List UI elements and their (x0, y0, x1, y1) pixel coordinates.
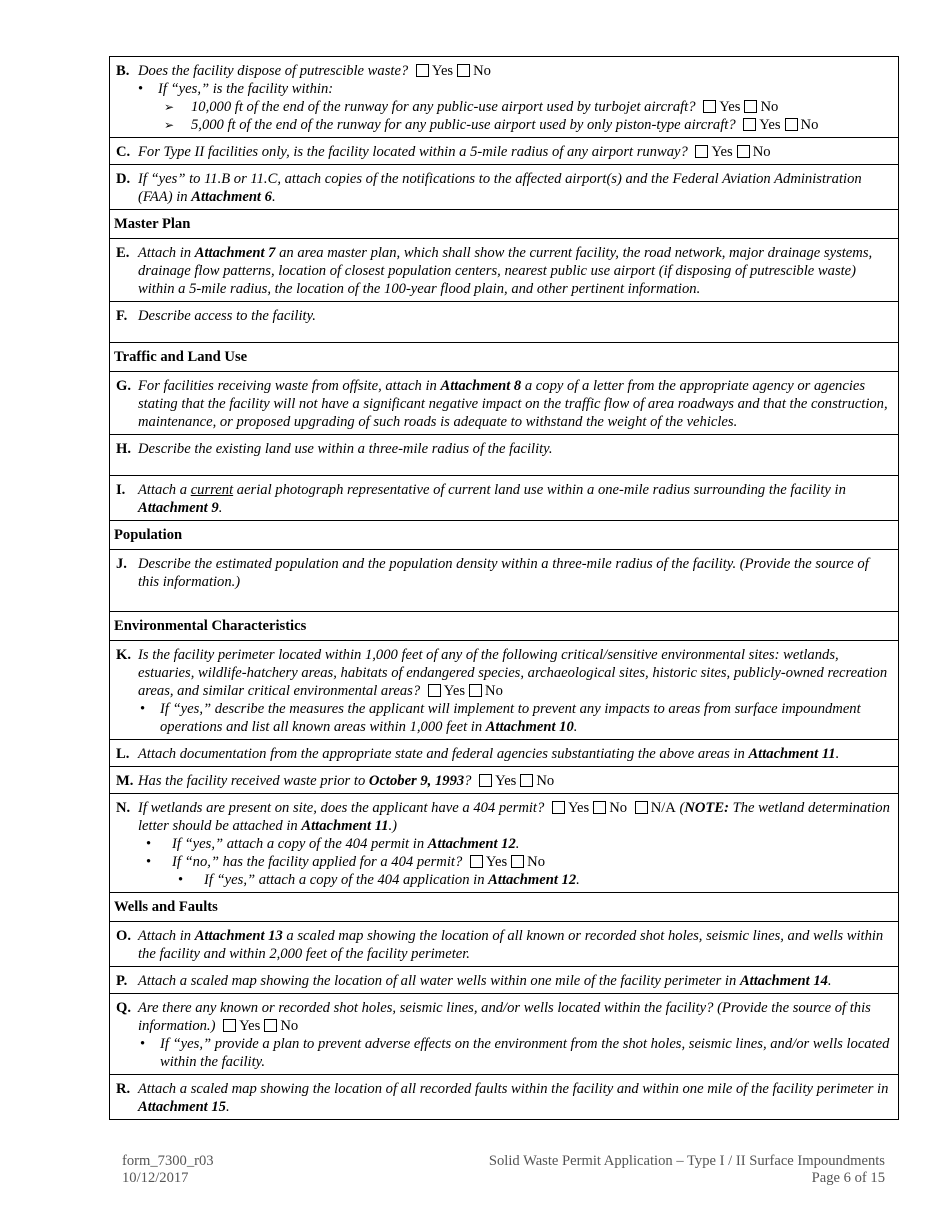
question-o (110, 922, 898, 967)
question-letter: K. (116, 647, 131, 663)
question-text: Attach in (138, 245, 192, 261)
question-letter: H. (116, 441, 131, 457)
form-id: form_7300_r03 (122, 1153, 214, 1169)
question-text: Has the facility received waste prior to (138, 773, 366, 789)
question-text: a scaled map showing the location of all known or recorded shot holes, seismic lines, and wells within the facility and within 2,000 feet of the facility perimeter. (138, 928, 884, 962)
yes-checkbox[interactable] (552, 801, 565, 814)
yes-label: Yes (443, 683, 466, 699)
yes-label: Yes (495, 773, 517, 789)
question-text: Describe the estimated population and the population density within a three-mile radius of the facility. (Provide the source of this information.) (138, 556, 869, 590)
no-label: No (527, 854, 545, 870)
question-letter: F. (116, 308, 128, 324)
no-label: No (485, 683, 503, 699)
question-text: If “yes” to 11.B or 11.C, attach copies of the notifications to the affected airport(s) and the Federal Aviation Administration (FAA) in (138, 171, 862, 205)
question-n: N. If wetlands are present on site, does the applicant have a 404 permit? Yes No N/A (NOTE: The wetland determination letter should be attached in Attachment 11.) • If “yes,” attach a copy of the 404 permit in Attachment 12. • If “no,” has the facility applied for a 404 permit? Yes No • If “yes,” attach a copy of the 404 application in Attachment 12. (110, 794, 898, 893)
yes-checkbox[interactable] (743, 118, 756, 131)
question-text: If wetlands are present on site, does the applicant have a 404 permit? (138, 800, 545, 816)
yes-checkbox[interactable] (470, 855, 483, 868)
yes-checkbox[interactable] (695, 145, 708, 158)
section-header-master-plan: Master Plan (110, 210, 898, 239)
section-header-environmental: Environmental Characteristics (110, 612, 898, 641)
no-checkbox[interactable] (737, 145, 750, 158)
list-item (172, 853, 892, 871)
note-label: NOTE: (684, 800, 729, 816)
question-text: Describe access to the facility. (138, 308, 316, 324)
yes-checkbox[interactable] (479, 774, 492, 787)
bullet-text: If “yes,” is the facility within: (158, 81, 334, 97)
footer-left (122, 1153, 214, 1187)
punctuation: . (576, 872, 580, 888)
yes-label: Yes (759, 117, 781, 133)
question-letter: R. (116, 1081, 131, 1097)
yes-label: Yes (711, 144, 733, 160)
question-letter: L. (116, 746, 130, 762)
list-item (191, 116, 892, 134)
question-h (110, 435, 898, 476)
na-checkbox[interactable] (635, 801, 648, 814)
no-checkbox[interactable] (785, 118, 798, 131)
question-letter: I. (116, 482, 126, 498)
question-text: For facilities receiving waste from offsite, attach in (138, 378, 437, 394)
punctuation: . (515, 836, 520, 852)
question-letter: B. (116, 63, 130, 79)
bullet-text: If “yes,” attach a copy of the 404 permit in (172, 836, 425, 852)
yes-checkbox[interactable] (416, 64, 429, 77)
sub-question-text: 10,000 ft of the end of the runway for any public-use airport used by turbojet aircraft? (191, 99, 696, 115)
question-d (110, 165, 898, 210)
bullet-text: If “no,” has the facility applied for a 404 permit? (172, 854, 463, 870)
question-letter: D. (116, 171, 131, 187)
question-j (110, 550, 898, 612)
list-item (160, 700, 892, 736)
form-date: 10/12/2017 (122, 1170, 189, 1186)
yes-label: Yes (485, 854, 508, 870)
yes-label: Yes (567, 800, 590, 816)
punctuation: . (225, 1099, 230, 1115)
punctuation: . (218, 500, 223, 516)
question-text: aerial photograph representative of current land use within a one-mile radius surrounding the facility in (236, 482, 846, 498)
question-r (110, 1075, 898, 1119)
list-item (158, 80, 892, 134)
no-label: No (752, 144, 771, 160)
question-text: a copy of a letter from the appropriate agency or agencies stating that the facility will not have a significant negative impact on the traffic flow of area roadways and that the construction, maintenance, or proposed upgrading of such roads is adequate to withstand the weight of the vehicles. (138, 378, 888, 430)
no-label: No (473, 63, 491, 79)
attachment-ref: Attachment 9 (138, 500, 219, 516)
attachment-ref: Attachment 15 (138, 1099, 226, 1115)
question-letter: M. (116, 773, 134, 789)
question-i (110, 476, 898, 521)
question-letter: N. (116, 800, 131, 816)
question-text: Are there any known or recorded shot holes, seismic lines, and/or wells located within the facility? (Provide the source of this information.) (138, 1000, 871, 1034)
question-text: For Type II facilities only, is the facility located within a 5-mile radius of any airport runway? (138, 144, 688, 160)
question-text: Describe the existing land use within a three-mile radius of the facility. (138, 441, 553, 457)
question-letter: J. (116, 556, 127, 572)
no-checkbox[interactable] (264, 1019, 277, 1032)
question-text: Is the facility perimeter located within 1,000 feet of any of the following critical/sensitive environmental sites: wetlands, estuaries, wildlife-hatchery areas, habitats of endangered species, archaeological sites, historic sites, publicly-owned recreation areas, and similar critical environmental areas? (138, 647, 888, 699)
attachment-ref: Attachment 10 (485, 719, 574, 735)
note-text: The wetland determination letter should be attached in (138, 800, 890, 834)
permit-form-table (109, 56, 899, 1120)
list-item (204, 871, 892, 889)
attachment-ref: Attachment 8 (440, 378, 522, 394)
question-text: Attach in (138, 928, 192, 944)
attachment-ref: Attachment 12 (488, 872, 577, 888)
na-label: N/A (650, 800, 676, 816)
punctuation: . (835, 746, 840, 762)
attachment-ref: Attachment 14 (739, 973, 828, 989)
date-ref: October 9, 1993 (368, 773, 465, 789)
section-header-traffic: Traffic and Land Use (110, 343, 898, 372)
bullet-text: If “yes,” describe the measures the applicant will implement to prevent any impacts to areas from surface impoundment operations and list all known areas within 1,000 feet in (160, 701, 861, 735)
punctuation: . (827, 973, 832, 989)
no-checkbox[interactable] (593, 801, 606, 814)
section-header-population: Population (110, 521, 898, 550)
underlined-word: current (190, 482, 234, 498)
question-letter: C. (116, 144, 131, 160)
no-label: No (536, 773, 555, 789)
attachment-ref: Attachment 11 (301, 818, 389, 834)
footer-right (489, 1153, 885, 1187)
list-item (191, 98, 892, 116)
yes-label: Yes (431, 63, 454, 79)
question-text: Attach a (138, 482, 188, 498)
question-text: Attach a scaled map showing the location of all water wells within one mile of the facility perimeter in (138, 973, 737, 989)
yes-checkbox[interactable] (703, 100, 716, 113)
list-item (172, 835, 892, 853)
yes-label: Yes (239, 1018, 261, 1034)
form-title: Solid Waste Permit Application – Type I / II Surface Impoundments (488, 1153, 885, 1169)
question-g (110, 372, 898, 435)
no-checkbox[interactable] (511, 855, 524, 868)
punctuation: ? (464, 773, 472, 789)
question-b (110, 57, 898, 138)
no-checkbox[interactable] (457, 64, 470, 77)
bullet-text: If “yes,” attach a copy of the 404 application in (204, 872, 485, 888)
question-text: Does the facility dispose of putrescible waste? (138, 63, 409, 79)
punctuation: . (271, 189, 276, 205)
punctuation: .) (388, 818, 398, 834)
question-letter: O. (116, 928, 131, 944)
question-text: Attach a scaled map showing the location of all recorded faults within the facility and within one mile of the facility perimeter in (138, 1081, 889, 1097)
yes-label: Yes (719, 99, 741, 115)
question-f (110, 302, 898, 343)
question-text: Attach documentation from the appropriate state and federal agencies substantiating the above areas in (138, 746, 745, 762)
no-checkbox[interactable] (744, 100, 757, 113)
question-q (110, 994, 898, 1075)
attachment-ref: Attachment 11 (748, 746, 836, 762)
list-item (160, 1035, 892, 1071)
yes-checkbox[interactable] (223, 1019, 236, 1032)
yes-checkbox[interactable] (428, 684, 441, 697)
question-letter: G. (116, 378, 131, 394)
question-m (110, 767, 898, 794)
sub-question-text: 5,000 ft of the end of the runway for any public-use airport used by only piston-type aircraft? (191, 117, 736, 133)
section-header-wells: Wells and Faults (110, 893, 898, 922)
question-c (110, 138, 898, 165)
question-l (110, 740, 898, 767)
question-e (110, 239, 898, 302)
question-p (110, 967, 898, 994)
question-k (110, 641, 898, 740)
question-letter: P. (116, 973, 128, 989)
no-label: No (609, 800, 628, 816)
attachment-ref: Attachment 12 (427, 836, 516, 852)
attachment-ref: Attachment 13 (194, 928, 283, 944)
page-number: Page 6 of 15 (811, 1170, 885, 1186)
attachment-ref: Attachment 6 (191, 189, 272, 205)
no-checkbox[interactable] (469, 684, 482, 697)
no-checkbox[interactable] (520, 774, 533, 787)
no-label: No (800, 117, 819, 133)
no-label: No (760, 99, 779, 115)
bullet-text: If “yes,” provide a plan to prevent adverse effects on the environment from the shot holes, seismic lines, and/or wells located within the facility. (160, 1036, 890, 1070)
punctuation: . (573, 719, 578, 735)
question-letter: E. (116, 245, 130, 261)
no-label: No (280, 1018, 299, 1034)
question-letter: Q. (116, 1000, 131, 1016)
question-text: an area master plan, which shall show the current facility, the road network, major drainage systems, drainage flow patterns, location of closest population centers, nearest public use airport (if disposing of putrescible waste) within a 5-mile radius, the location of the 100-year flood plain, and other pertinent information. (138, 245, 873, 297)
attachment-ref: Attachment 7 (194, 245, 276, 261)
